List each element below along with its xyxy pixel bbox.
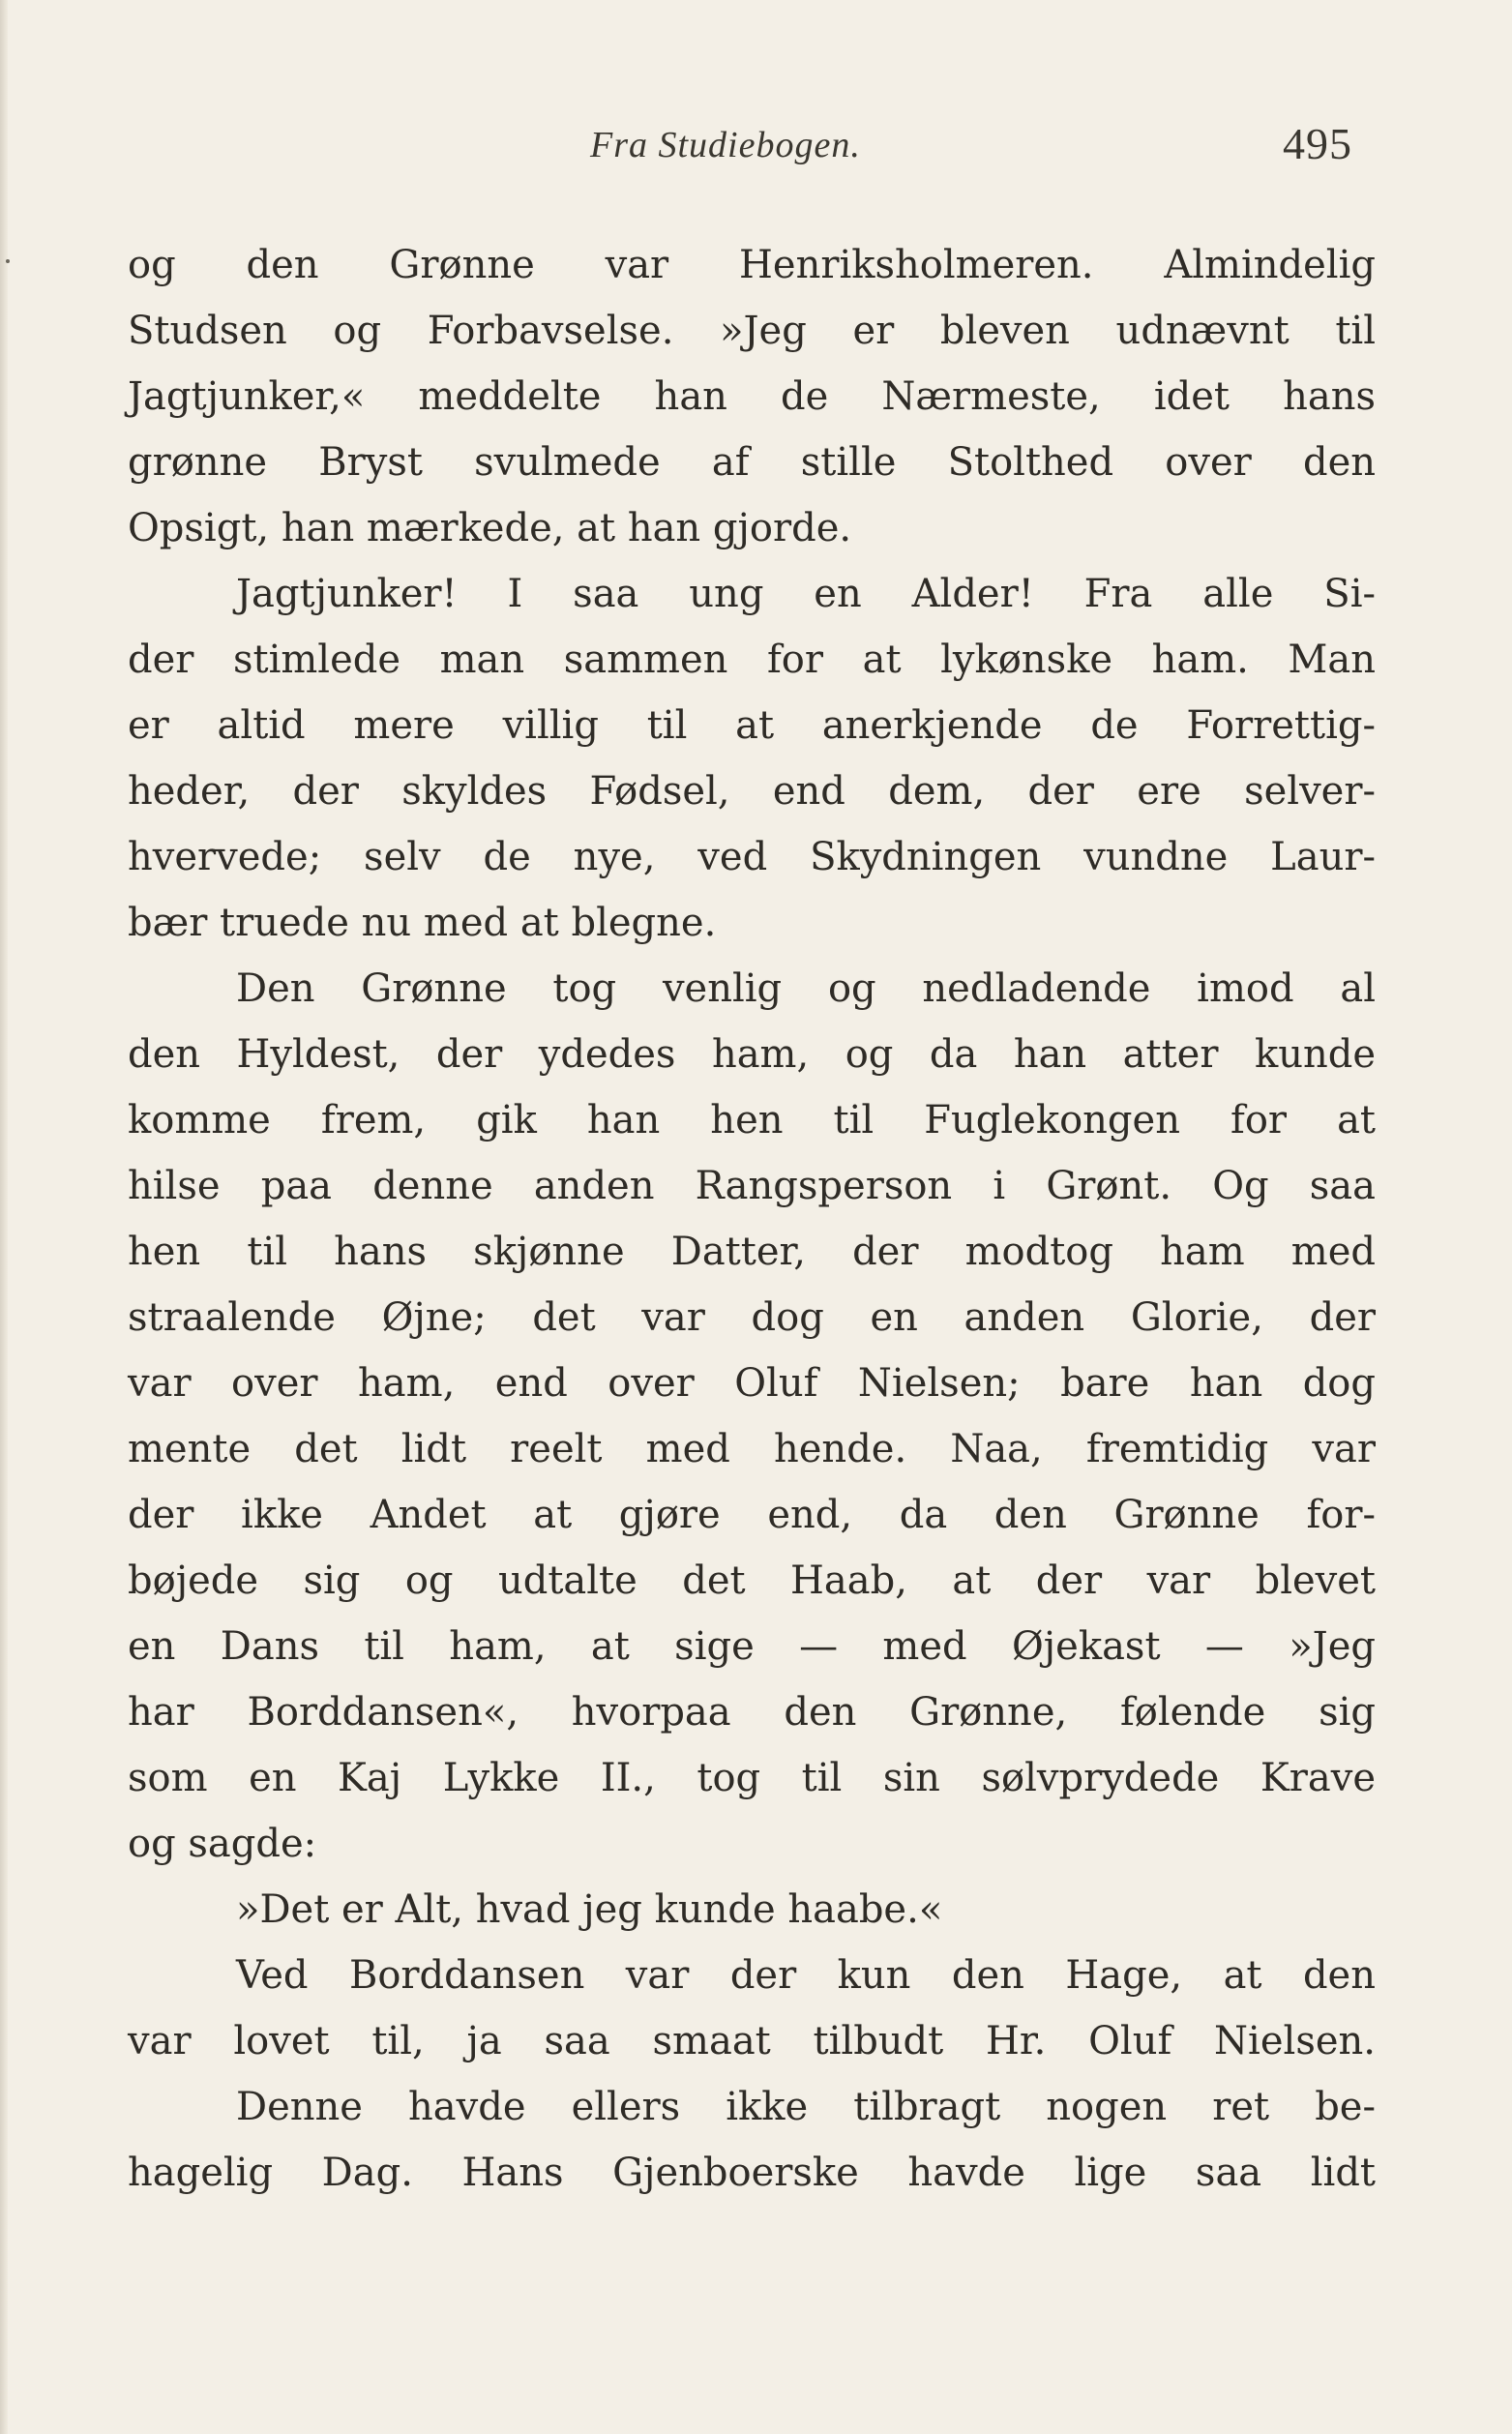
page-header xyxy=(0,114,1512,182)
text-line: heder, der skyldes Fødsel, end dem, der ere selver- xyxy=(128,769,1376,814)
text-line: bøjede sig og udtalte det Haab, at der var blevet xyxy=(128,1558,1376,1603)
text-line: Opsigt, han mærkede, at han gjorde. xyxy=(128,506,852,550)
text-line: som en Kaj Lykke II., tog til sin sølvprydede Krave xyxy=(128,1756,1376,1800)
text-line: Jagtjunker! I saa ung en Alder! Fra alle Si- xyxy=(236,572,1376,616)
text-line: grønne Bryst svulmede af stille Stolthed over den xyxy=(128,440,1376,485)
text-line: var over ham, end over Oluf Nielsen; bare han dog xyxy=(128,1361,1376,1406)
page-number: 495 xyxy=(1283,119,1352,168)
text-line: straalende Øjne; det var dog en anden Glorie, der xyxy=(128,1295,1376,1340)
text-line: mente det lidt reelt med hende. Naa, fremtidig var xyxy=(128,1427,1376,1471)
text-line: den Hyldest, der ydedes ham, og da han atter kunde xyxy=(128,1032,1376,1077)
text-line: Ved Borddansen var der kun den Hage, at den xyxy=(236,1953,1376,1998)
body-text xyxy=(128,232,1376,2206)
text-line: »Det er Alt, hvad jeg kunde haabe.« xyxy=(236,1887,943,1932)
text-line: en Dans til ham, at sige — med Øjekast — »Jeg xyxy=(128,1624,1376,1669)
running-title: Fra Studiebogen. xyxy=(590,125,861,165)
text-line: der stimlede man sammen for at lykønske ham. Man xyxy=(128,638,1376,682)
text-line: komme frem, gik han hen til Fuglekongen for at xyxy=(128,1098,1376,1143)
text-line: der ikke Andet at gjøre end, da den Grønne for- xyxy=(128,1493,1376,1537)
text-line: hagelig Dag. Hans Gjenboerske havde lige saa lidt xyxy=(128,2151,1376,2195)
page-left-edge xyxy=(0,0,8,2434)
text-line: hen til hans skjønne Datter, der modtog ham med xyxy=(128,1230,1376,1274)
margin-mark xyxy=(6,259,10,263)
text-line: Denne havde ellers ikke tilbragt nogen ret be- xyxy=(236,2085,1376,2129)
text-line: bær truede nu med at blegne. xyxy=(128,901,717,945)
text-line: har Borddansen«, hvorpaa den Grønne, følende sig xyxy=(128,1690,1376,1735)
text-line: hilse paa denne anden Rangsperson i Grønt. Og saa xyxy=(128,1164,1376,1208)
text-line: hvervede; selv de nye, ved Skydningen vundne Laur- xyxy=(128,835,1376,879)
text-line: og den Grønne var Henriksholmeren. Almindelig xyxy=(128,243,1376,287)
text-line: Jagtjunker,« meddelte han de Nærmeste, idet hans xyxy=(128,374,1376,419)
text-line: Den Grønne tog venlig og nedladende imod al xyxy=(236,966,1376,1011)
text-line: Studsen og Forbavselse. »Jeg er bleven udnævnt til xyxy=(128,309,1376,353)
text-line: og sagde: xyxy=(128,1822,317,1866)
text-line: er altid mere villig til at anerkjende de Forrettig- xyxy=(128,703,1376,748)
text-line: var lovet til, ja saa smaat tilbudt Hr. Oluf Nielsen. xyxy=(128,2019,1376,2063)
